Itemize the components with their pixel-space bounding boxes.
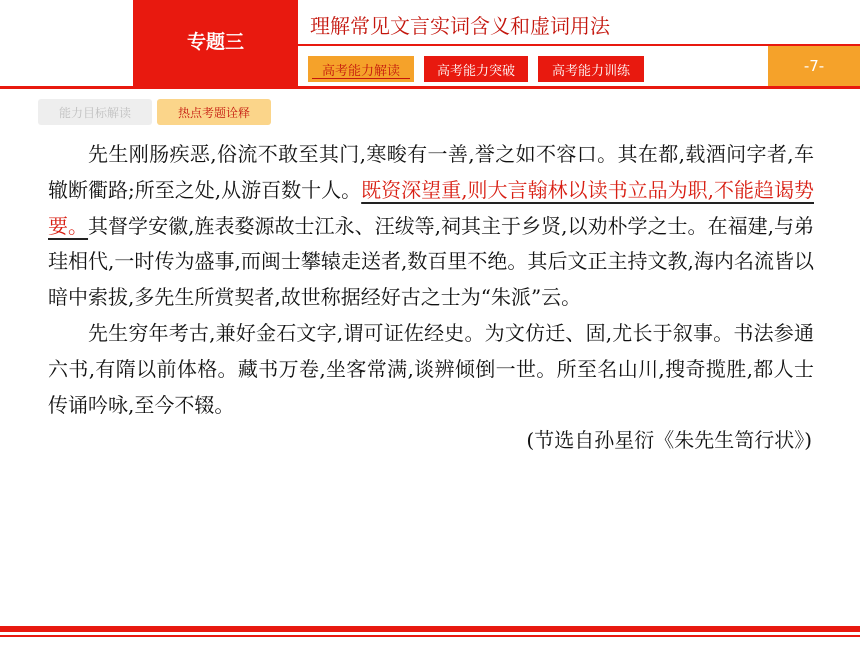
tab-ability-interpretation[interactable]: 高考能力解读 bbox=[308, 56, 414, 82]
passage-text: 先生刚肠疾恶,俗流不敢至其门,寒畯有一善,誉之如不容口。其在都,载酒问字者,车辙断衢路;所至之处,从游百数十人。 bbox=[48, 142, 814, 202]
passage-paragraph-1 bbox=[48, 137, 814, 316]
passage-paragraph-2: 先生穷年考古,兼好金石文字,谓可证佐经史。为文仿迁、固,尤长于叙事。书法参通六书,有隋以前体格。藏书万卷,坐客常满,谈辨倾倒一世。所至名山川,搜奇揽胜,都人士传诵吟咏,至今不辍。 bbox=[48, 320, 814, 417]
topic-badge: 专题三 bbox=[133, 0, 298, 86]
footer-divider-thin bbox=[0, 635, 860, 637]
tab-ability-training[interactable]: 高考能力训练 bbox=[538, 56, 644, 82]
header-left-blank bbox=[0, 0, 133, 86]
passage-text: 其督学安徽,旌表婺源故士江永、汪绂等,祠其主于乡贤,以劝朴学之士。在福建,与弟珪相代,一时传为盛事,而闽士攀辕走送者,数百里不绝。其后文正主持文教,海内名流皆以暗中索拔,多先生所赏契者,故世称据经好古之士为“朱派”云。 bbox=[48, 213, 814, 310]
subtab-ability-goals[interactable]: 能力目标解读 bbox=[38, 99, 152, 125]
highlighted-sentence: 既资深望重,则大言翰林以读书立品为职,不能趋谒势要。 bbox=[48, 177, 814, 238]
page-title: 理解常见文言实词含义和虚词用法 bbox=[310, 14, 610, 38]
header-divider bbox=[0, 86, 860, 89]
passage bbox=[48, 137, 814, 459]
tab-ability-breakthrough[interactable]: 高考能力突破 bbox=[424, 56, 528, 82]
footer-divider bbox=[0, 626, 860, 632]
page-number: -7- bbox=[768, 46, 860, 86]
passage-source: (节选自孙星衍《朱先生笥行状》) bbox=[526, 428, 812, 453]
subtab-hot-questions[interactable]: 热点考题诠释 bbox=[157, 99, 271, 125]
